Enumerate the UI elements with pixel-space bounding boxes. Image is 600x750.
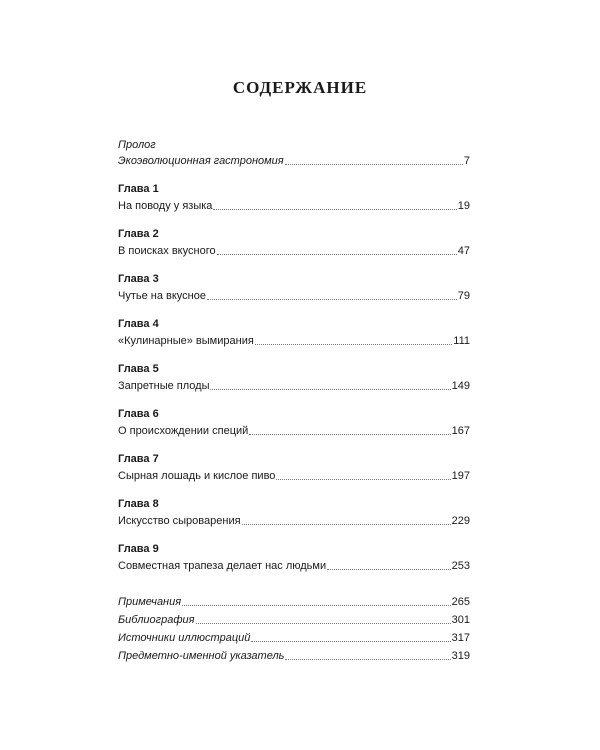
entry-page-number: 253 (451, 560, 470, 572)
prolog-section (118, 138, 470, 168)
toc-entry[interactable] (118, 557, 470, 573)
entry-title: Чутье на вкусное (118, 290, 206, 302)
entry-title: Библиография (118, 614, 195, 626)
entry-page-number: 167 (451, 425, 470, 437)
entry-page-number: 79 (457, 290, 470, 302)
toc-entry[interactable] (118, 467, 470, 483)
chapter-7 (118, 452, 470, 483)
dot-leader (182, 605, 451, 606)
toc-entry-illustration-sources[interactable] (118, 627, 470, 645)
chapter-2 (118, 227, 470, 258)
entry-page-number: 7 (463, 155, 470, 167)
toc-entry[interactable] (118, 512, 470, 528)
entry-page-number: 149 (451, 380, 470, 392)
entry-title: Искусство сыроварения (118, 515, 241, 527)
chapter-1 (118, 182, 470, 213)
back-matter-section (118, 591, 470, 663)
entry-title: Совместная трапеза делает нас людьми (118, 560, 327, 572)
toc-entry[interactable] (118, 332, 470, 348)
dot-leader (242, 524, 451, 525)
entry-title: Сырная лошадь и кислое пиво (118, 470, 276, 482)
chapter-label: Глава 3 (118, 273, 159, 285)
dot-leader (249, 434, 450, 435)
table-of-contents (118, 138, 470, 663)
dot-leader (207, 299, 457, 300)
entry-page-number: 197 (451, 470, 470, 482)
toc-entry[interactable] (118, 287, 470, 303)
entry-title: В поисках вкусного (118, 245, 216, 257)
entry-page-number: 111 (453, 335, 470, 347)
chapter-9 (118, 542, 470, 573)
dot-leader (217, 254, 457, 255)
dot-leader (285, 659, 450, 660)
chapter-6 (118, 407, 470, 438)
entry-page-number: 319 (451, 650, 470, 662)
chapter-label: Глава 8 (118, 498, 159, 510)
chapter-label: Глава 5 (118, 363, 159, 375)
dot-leader (255, 344, 452, 345)
entry-page-number: 47 (457, 245, 470, 257)
entry-title: Примечания (118, 596, 182, 608)
chapter-label: Глава 7 (118, 453, 159, 465)
chapter-label: Глава 4 (118, 318, 159, 330)
entry-title: Экоэволюционная гастрономия (118, 155, 284, 167)
dot-leader (210, 389, 450, 390)
entry-page-number: 265 (451, 596, 470, 608)
chapter-5 (118, 362, 470, 393)
entry-page-number: 229 (451, 515, 470, 527)
chapter-label: Глава 1 (118, 183, 159, 195)
chapter-label: Глава 6 (118, 408, 159, 420)
entry-title: «Кулинарные» вымирания (118, 335, 254, 347)
prolog-label: Пролог (118, 139, 156, 151)
toc-entry-notes[interactable] (118, 591, 470, 609)
toc-entry[interactable] (118, 422, 470, 438)
dot-leader (196, 623, 451, 624)
entry-page-number: 19 (457, 200, 470, 212)
entry-title: Источники иллюстраций (118, 632, 251, 644)
entry-page-number: 317 (451, 632, 470, 644)
toc-entry-index[interactable] (118, 645, 470, 663)
entry-title: На поводу у языка (118, 200, 213, 212)
chapter-4 (118, 317, 470, 348)
toc-entry[interactable] (118, 377, 470, 393)
chapter-label: Глава 9 (118, 543, 159, 555)
toc-entry[interactable] (118, 242, 470, 258)
dot-leader (213, 209, 456, 210)
dot-leader (285, 164, 463, 165)
entry-title: Запретные плоды (118, 380, 210, 392)
page-title: СОДЕРЖАНИЕ (232, 78, 368, 97)
dot-leader (276, 479, 450, 480)
dot-leader (251, 641, 450, 642)
chapter-8 (118, 497, 470, 528)
dot-leader (327, 569, 451, 570)
entry-title: Предметно-именной указатель (118, 650, 285, 662)
entry-page-number: 301 (451, 614, 470, 626)
entry-title: О происхождении специй (118, 425, 249, 437)
toc-entry-prolog[interactable] (118, 152, 470, 168)
chapter-3 (118, 272, 470, 303)
toc-entry-bibliography[interactable] (118, 609, 470, 627)
chapter-label: Глава 2 (118, 228, 159, 240)
toc-entry[interactable] (118, 197, 470, 213)
